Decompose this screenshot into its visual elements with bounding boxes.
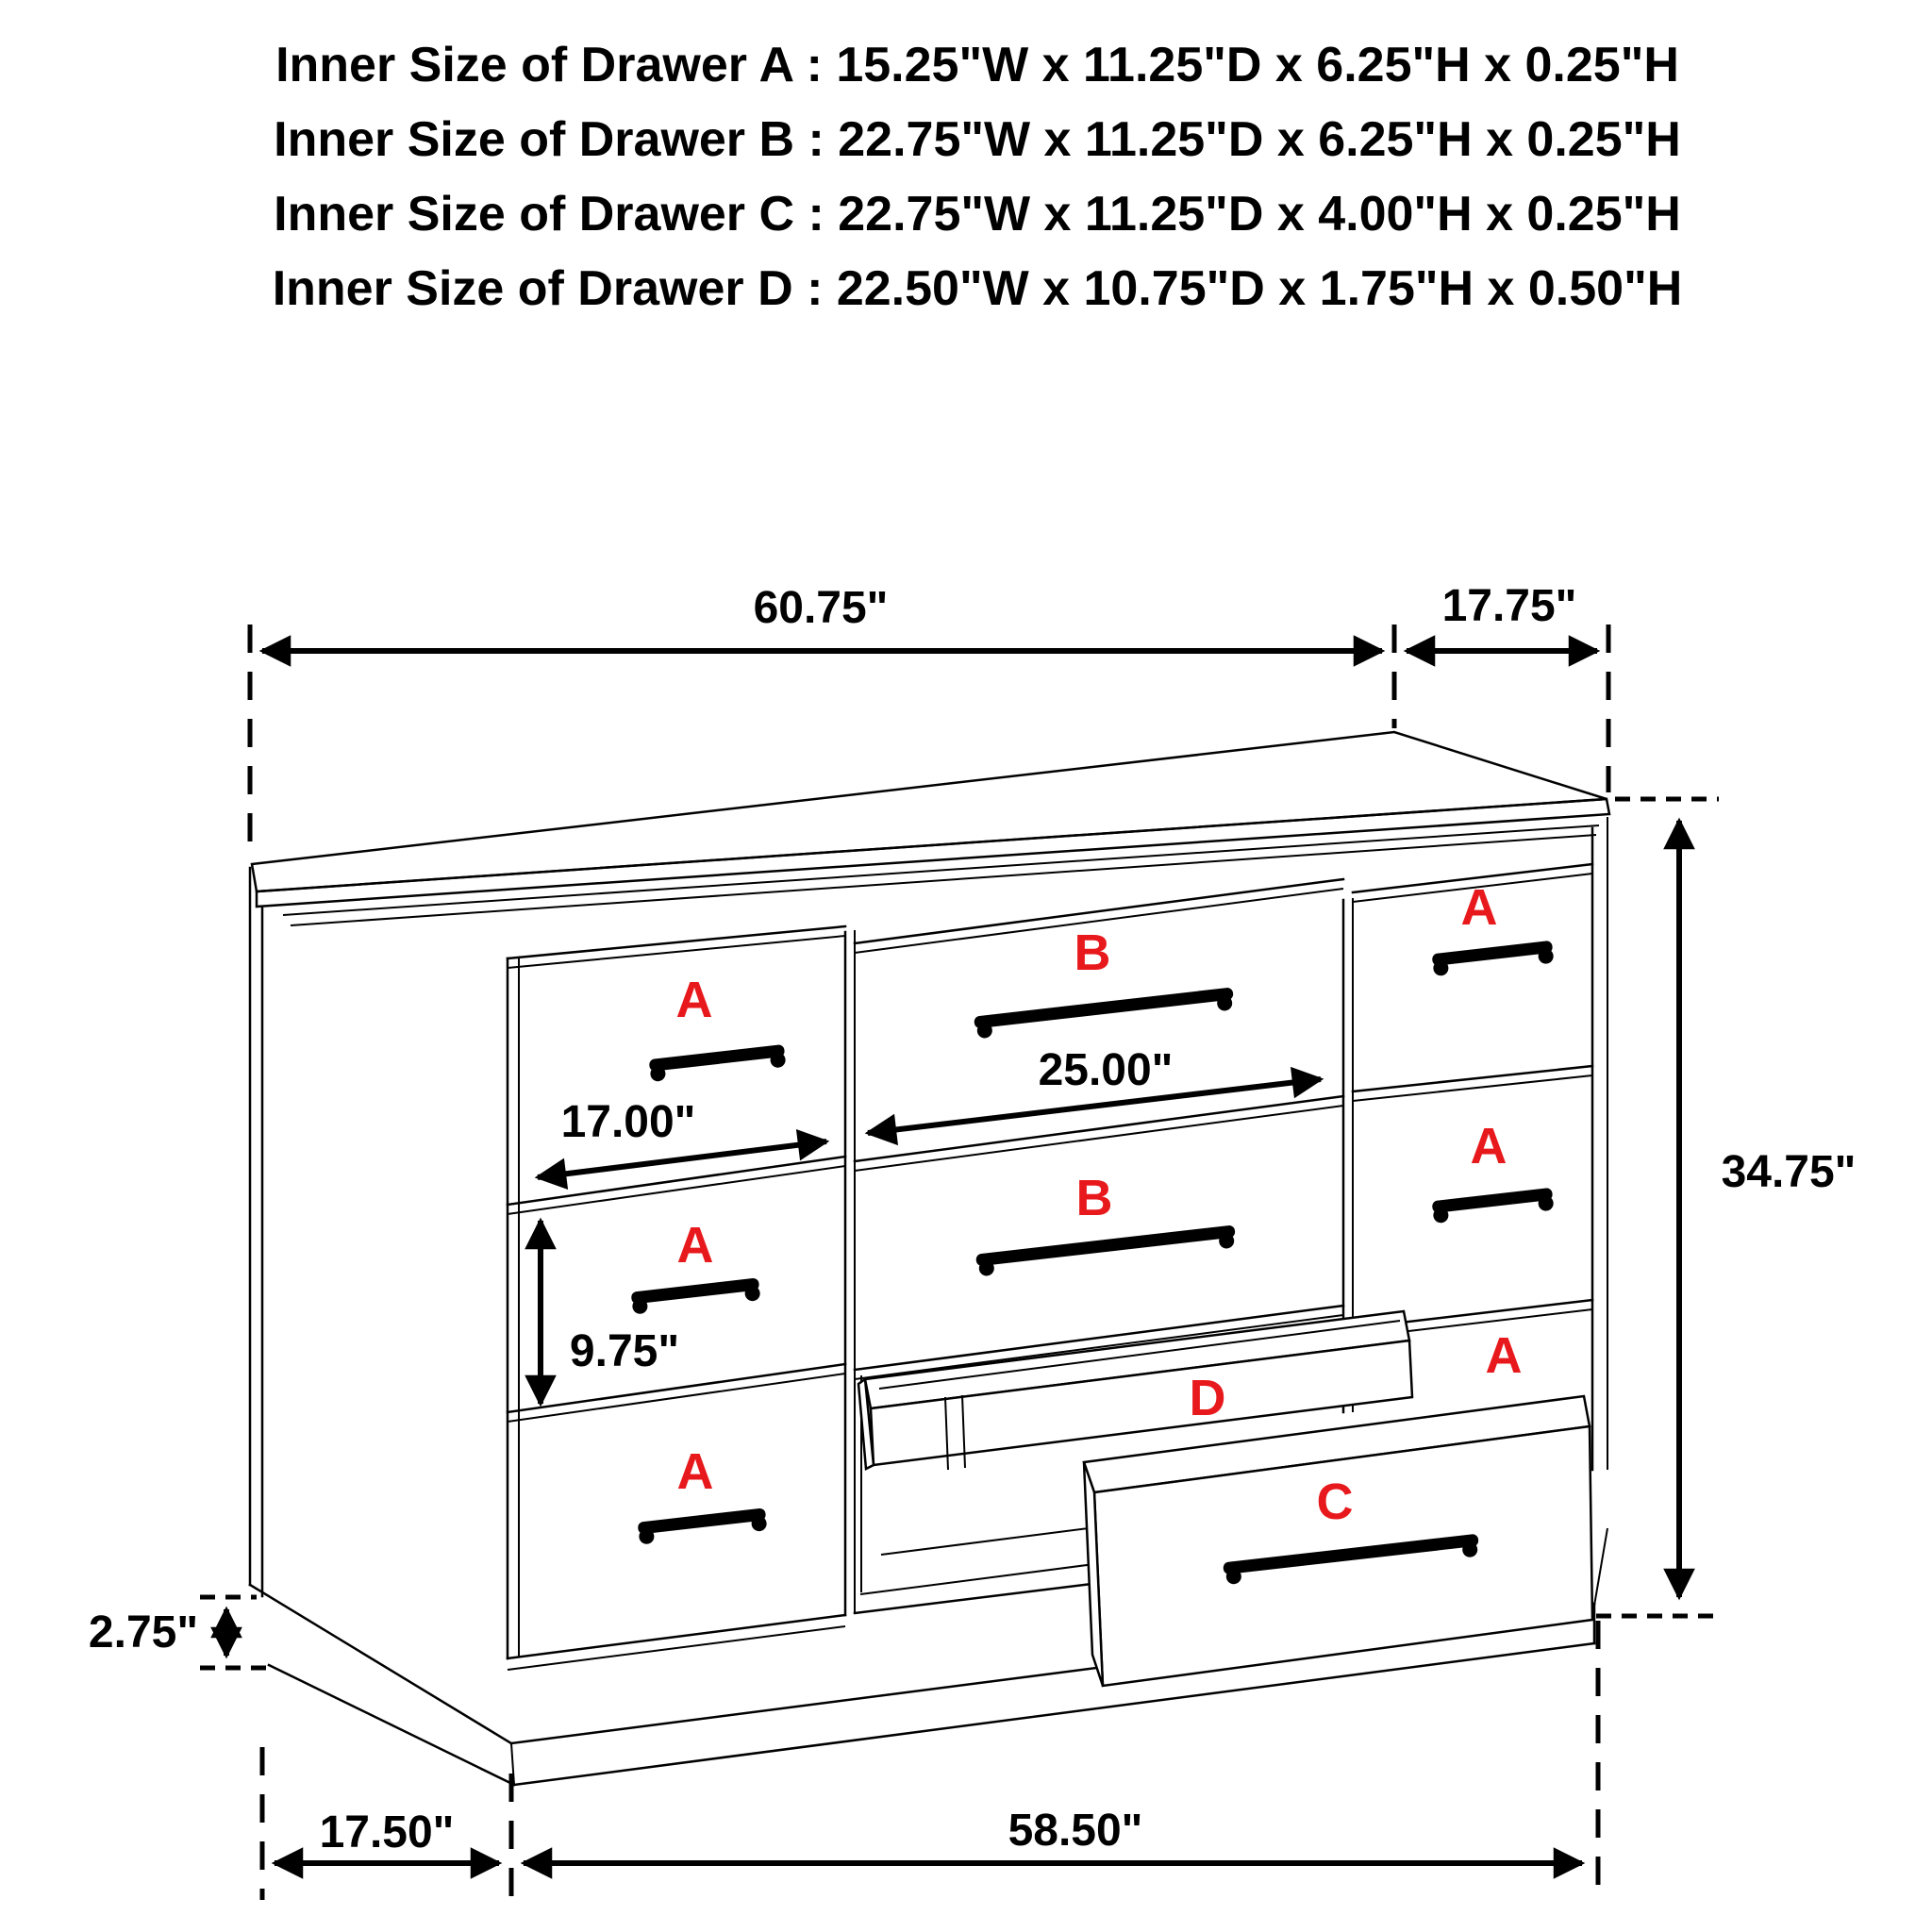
drawer-label-a-left-middle: A — [676, 1217, 714, 1274]
dim-label-overall-width: 60.75" — [753, 583, 889, 633]
dim-label-footprint-width: 58.50" — [1008, 1806, 1143, 1856]
dim-label-drawer-a-width: 17.00" — [560, 1097, 696, 1147]
drawer-handle-icon — [975, 1224, 1237, 1276]
spec-header — [273, 38, 1683, 316]
drawer-label-a-right-middle: A — [1470, 1118, 1507, 1174]
drawer-label-a-left-bottom: A — [676, 1443, 714, 1500]
drawer-handle-icon — [638, 1507, 768, 1544]
drawer-label-d: D — [1189, 1370, 1226, 1426]
drawer-handle-icon — [649, 1044, 787, 1082]
drawer-label-a-left-top: A — [675, 972, 713, 1028]
dim-label-overall-height: 34.75" — [1721, 1147, 1857, 1197]
dim-label-middle-drawer-height: 9.75" — [569, 1326, 680, 1376]
dimension-labels — [89, 581, 1857, 1857]
spec-line-drawer-d: Inner Size of Drawer D : 22.50"W x 10.75"D x 1.75"H x 0.50"H — [272, 261, 1683, 316]
dim-label-overall-depth: 17.75" — [1441, 581, 1577, 631]
dim-label-drawer-b-width: 25.00" — [1038, 1045, 1174, 1095]
drawer-label-b-bottom: B — [1075, 1170, 1113, 1226]
drawer-label-b-top: B — [1074, 924, 1111, 981]
extension-lines — [200, 625, 1719, 1900]
spec-line-drawer-a: Inner Size of Drawer A : 15.25"W x 11.25"D x 6.25"H x 0.25"H — [275, 38, 1679, 92]
dimension-lines — [226, 651, 1679, 1863]
dim-label-base-height: 2.75" — [88, 1607, 199, 1657]
drawer-label-c: C — [1316, 1474, 1354, 1530]
drawer-handle-icon — [974, 987, 1235, 1039]
drawer-handle-icon — [1432, 941, 1555, 976]
drawer-handle-icon — [1432, 1188, 1555, 1224]
drawer-c-box — [1084, 1396, 1592, 1686]
drawer-handle-icon — [631, 1277, 761, 1314]
spec-line-drawer-b: Inner Size of Drawer B : 22.75"W x 11.25"D x 6.25"H x 0.25"H — [274, 112, 1681, 167]
spec-line-drawer-c: Inner Size of Drawer C : 22.75"W x 11.25"D x 4.00"H x 0.25"H — [274, 187, 1681, 242]
dim-label-footprint-depth: 17.50" — [319, 1807, 455, 1857]
drawer-label-a-right-top: A — [1460, 879, 1498, 936]
drawer-label-a-right-bottom: A — [1485, 1327, 1523, 1384]
